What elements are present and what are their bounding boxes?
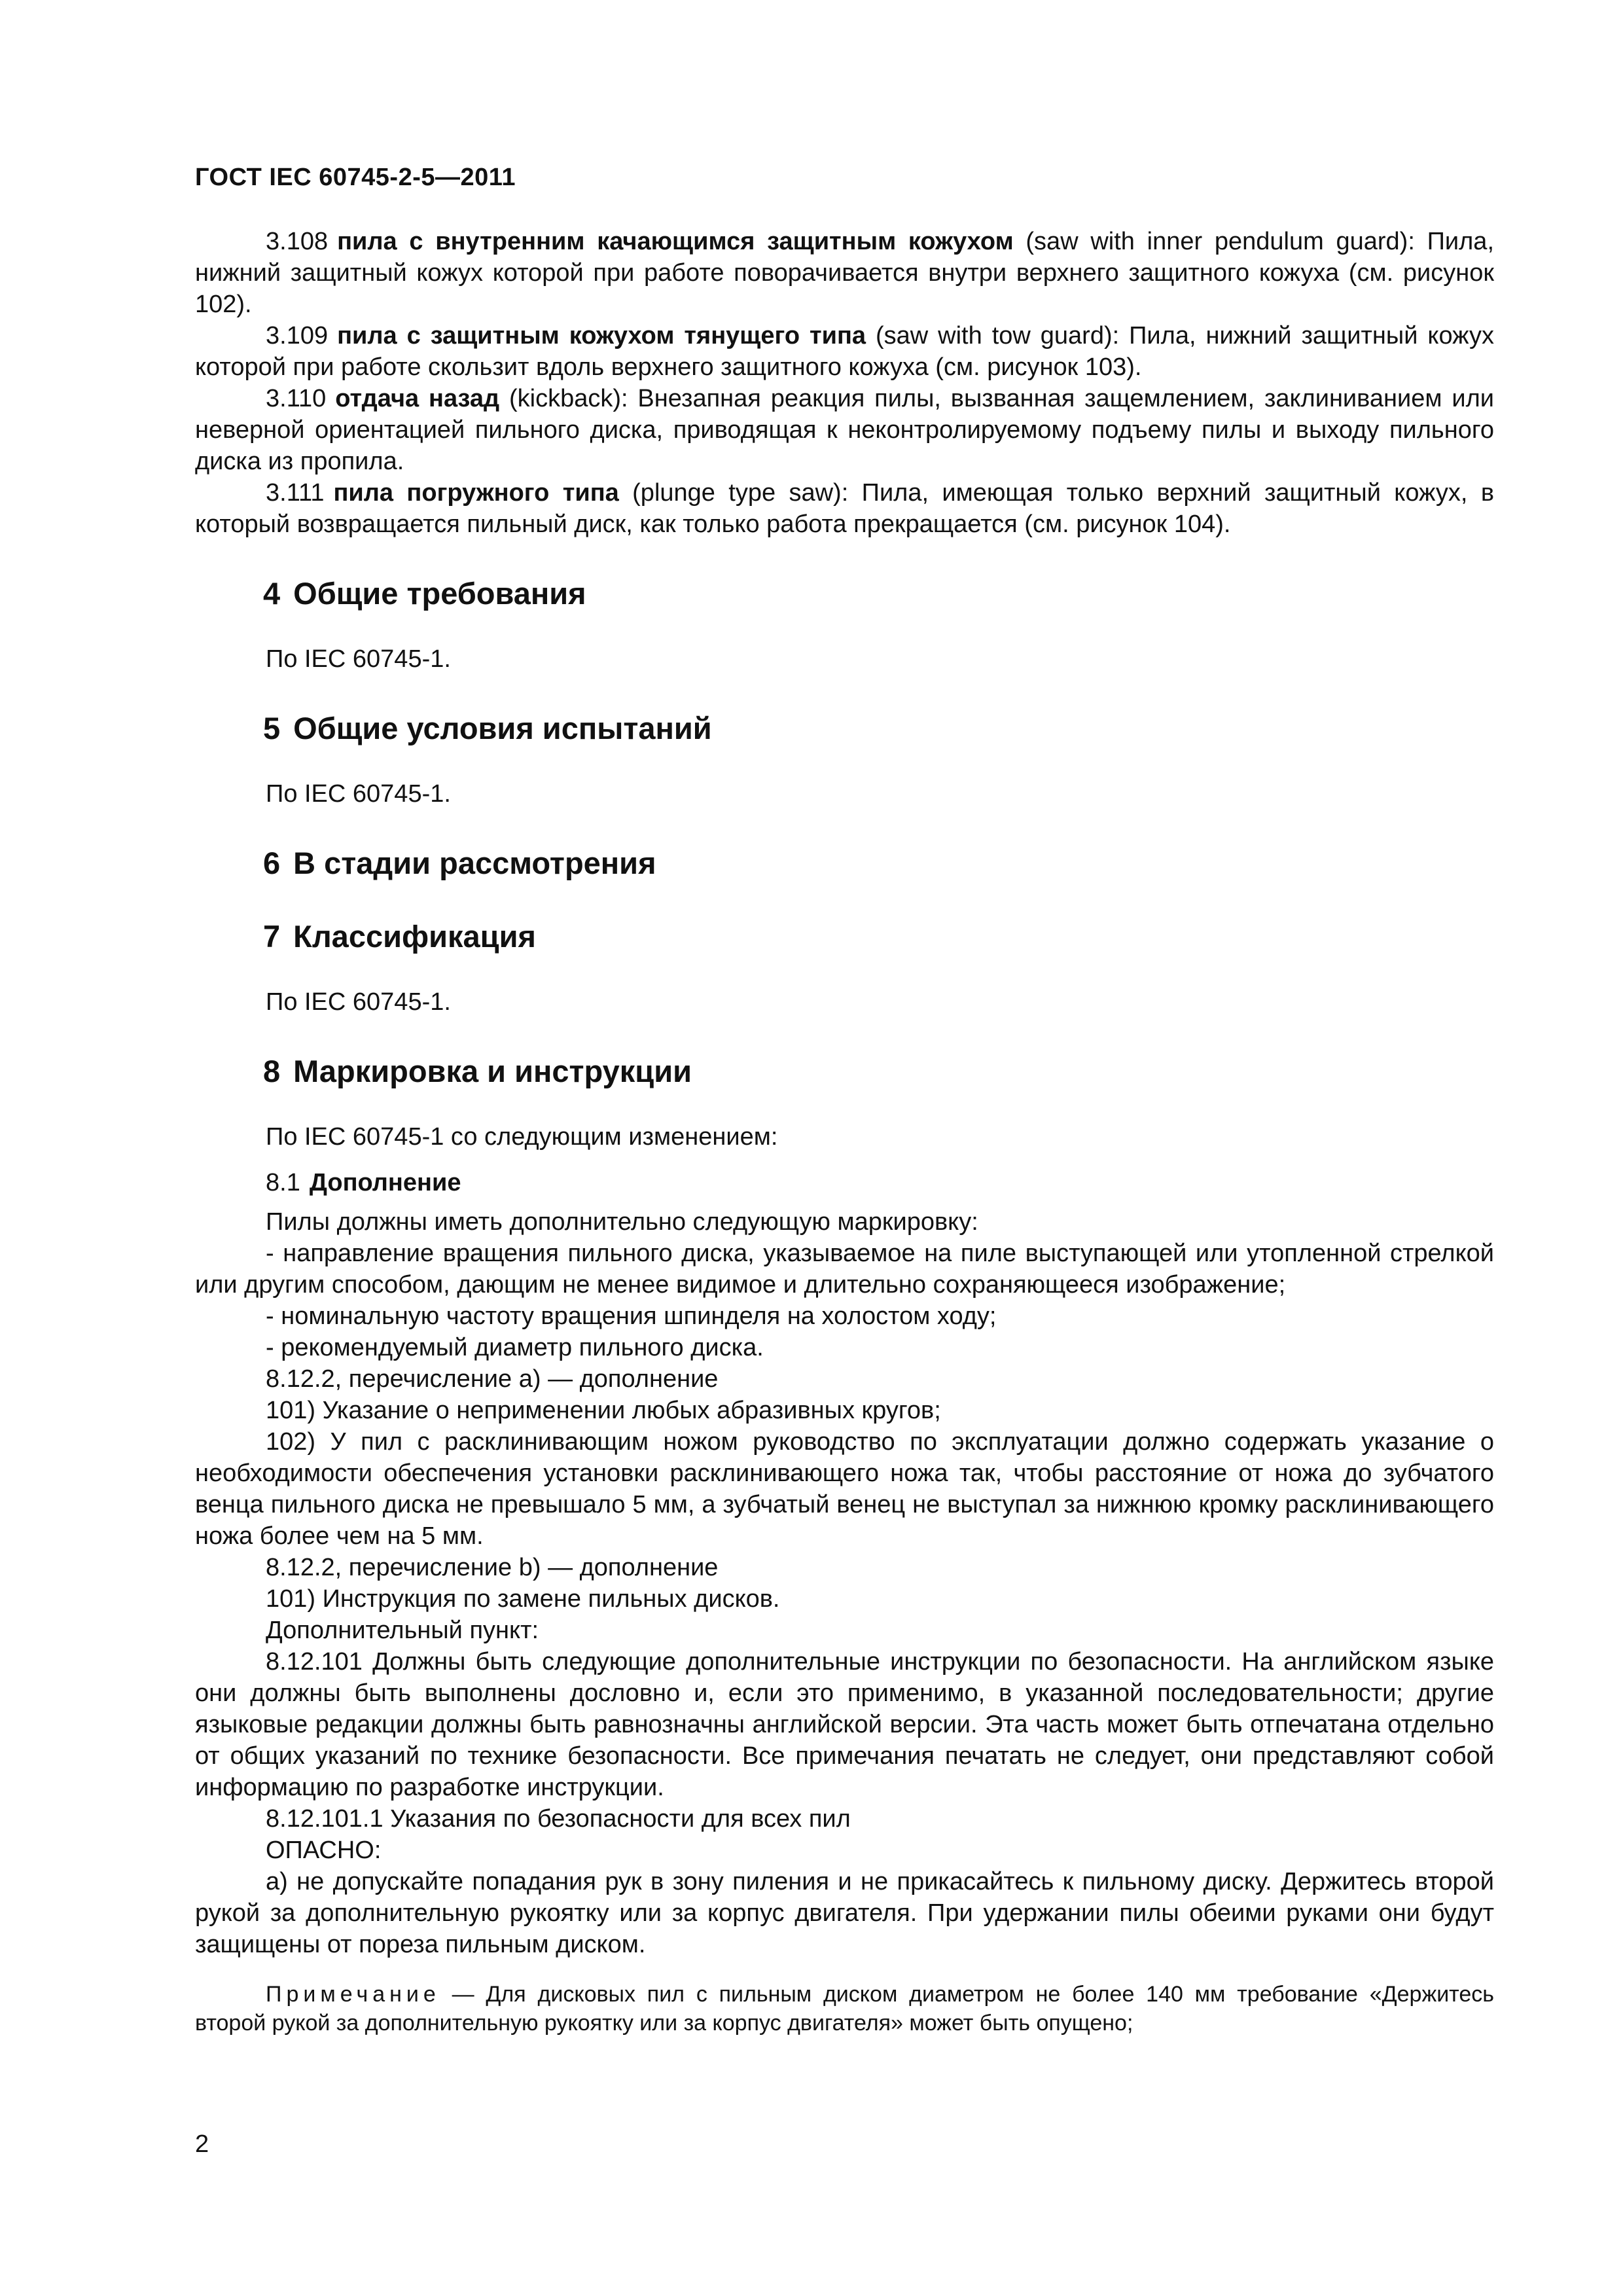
definition-text: (plunge type saw): Пила, имеющая только верхний защитный кожух, в который возвращается пильный диск, как только работа прекращается (см. рисунок 104). bbox=[195, 479, 1495, 538]
section-5-heading bbox=[195, 709, 1494, 748]
marking-intro: Пилы должны иметь дополнительно следующую маркировку: bbox=[266, 1208, 978, 1236]
section-7-heading bbox=[195, 917, 1494, 956]
term: пила с внутренним качающимся защитным кожухом bbox=[337, 228, 1014, 255]
section-title: Общие требования bbox=[293, 576, 586, 611]
term: пила с защитным кожухом тянущего типа bbox=[337, 322, 866, 350]
page-number: 2 bbox=[195, 2130, 209, 2158]
definition-text: (saw with tow guard): Пила, нижний защитный кожух которой при работе скользит вдоль верхнего защитного кожуха (см. рисунок 103). bbox=[195, 322, 1495, 381]
clause-number: 8.1 bbox=[266, 1169, 300, 1196]
clause-line: 102) У пил с расклинивающим ножом руководство по эксплуатации должно содержать указание о необходимости обеспечения установки расклинивающего ножа так, чтобы расстояние от ножа до зубчатого венца пильного диска не превышало 5 мм, а зубчатый венец не выступал за нижнюю кромку расклинивающего ножа более чем на 5 мм. bbox=[195, 1428, 1494, 1550]
clause-line: 101) Указание о неприменении любых абразивных кругов; bbox=[266, 1397, 941, 1424]
definition-3-110 bbox=[195, 383, 1494, 477]
list-item: - номинальную частоту вращения шпинделя на холостом ходу; bbox=[266, 1302, 997, 1330]
section-title: В стадии рассмотрения bbox=[293, 846, 656, 880]
term: пила погружного типа bbox=[333, 479, 619, 507]
section-4-heading bbox=[195, 574, 1494, 613]
section-7-body: По IEC 60745-1. bbox=[266, 988, 451, 1016]
subclause-title: Дополнение bbox=[309, 1169, 461, 1196]
document-header: ГОСТ IEC 60745-2-5—2011 bbox=[195, 164, 516, 191]
section-number: 6 bbox=[263, 846, 281, 880]
clause-line: ОПАСНО: bbox=[266, 1837, 382, 1864]
definition-text: (saw with inner pendulum guard): Пила, нижний защитный кожух которой при работе поворачивается внутри верхнего защитного кожуха (см. рисунок 102). bbox=[195, 228, 1494, 318]
section-title: Маркировка и инструкции bbox=[293, 1054, 692, 1088]
section-title: Классификация bbox=[293, 919, 536, 954]
note bbox=[195, 1980, 1494, 2037]
section-number: 8 bbox=[263, 1054, 281, 1088]
clause-line: Дополнительный пункт: bbox=[266, 1617, 539, 1644]
list-item: - рекомендуемый диаметр пильного диска. bbox=[266, 1334, 764, 1361]
section-8-heading bbox=[195, 1052, 1494, 1091]
subclause-8-1-heading bbox=[195, 1167, 1494, 1198]
definition-3-108 bbox=[195, 226, 1494, 320]
document-body bbox=[195, 226, 1494, 2037]
list-item: - направление вращения пильного диска, указываемое на пиле выступающей или утопленной стрелкой или другим способом, дающим не менее видимое и длительно сохраняющееся изображение; bbox=[195, 1240, 1494, 1299]
clause-line: 8.12.2, перечисление а) — дополнение bbox=[266, 1365, 719, 1393]
clause-number: 3.111 bbox=[266, 479, 325, 507]
section-number: 7 bbox=[263, 919, 281, 954]
clause-number: 3.110 bbox=[266, 385, 327, 412]
section-6-heading bbox=[195, 844, 1494, 883]
clause-line: 101) Инструкция по замене пильных дисков. bbox=[266, 1585, 780, 1613]
note-label: Примечание bbox=[266, 1982, 440, 2007]
clause-line: а) не допускайте попадания рук в зону пиления и не прикасайтесь к пильному диску. Держитесь второй рукой за дополнительную рукоятку или за корпус двигателя. При удержании пилы обеими руками они будут защищены от пореза пильным диском. bbox=[195, 1868, 1494, 1958]
definition-3-109 bbox=[195, 320, 1494, 383]
definition-text: (kickback): Внезапная реакция пилы, вызванная защемлением, заклиниванием или неверной ориентацией пильного диска, приводящая к неконтролируемому подъему пилы и выходу пильного диска из пропила. bbox=[195, 385, 1494, 475]
clause-line: 8.12.2, перечисление b) — дополнение bbox=[266, 1554, 719, 1581]
note-text: — Для дисковых пил с пильным диском диаметром не более 140 мм требование «Держитесь второй рукой за дополнительную рукоятку или за корпус двигателя» может быть опущено; bbox=[195, 1982, 1494, 2036]
clause-line: 8.12.101 Должны быть следующие дополнительные инструкции по безопасности. На английском языке они должны быть выполнены дословно и, если это применимо, в указанной последовательности; другие языковые редакции должны быть равнозначны английской версии. Эта часть может быть отпечатана отдельно от общих указаний по технике безопасности. Все примечания печатать не следует, они представляют собой информацию по разработке инструкции. bbox=[195, 1648, 1494, 1801]
section-number: 4 bbox=[263, 576, 281, 611]
section-5-body: По IEC 60745-1. bbox=[266, 780, 451, 808]
clause-number: 3.109 bbox=[266, 322, 329, 350]
section-4-body: По IEC 60745-1. bbox=[266, 645, 451, 673]
definition-3-111 bbox=[195, 477, 1494, 540]
section-8-body: По IEC 60745-1 со следующим изменением: bbox=[266, 1123, 778, 1151]
clause-number: 3.108 bbox=[266, 228, 329, 255]
term: отдача назад bbox=[335, 385, 500, 412]
section-title: Общие условия испытаний bbox=[293, 711, 712, 745]
section-number: 5 bbox=[263, 711, 281, 745]
clause-line: 8.12.101.1 Указания по безопасности для всех пил bbox=[266, 1805, 851, 1833]
